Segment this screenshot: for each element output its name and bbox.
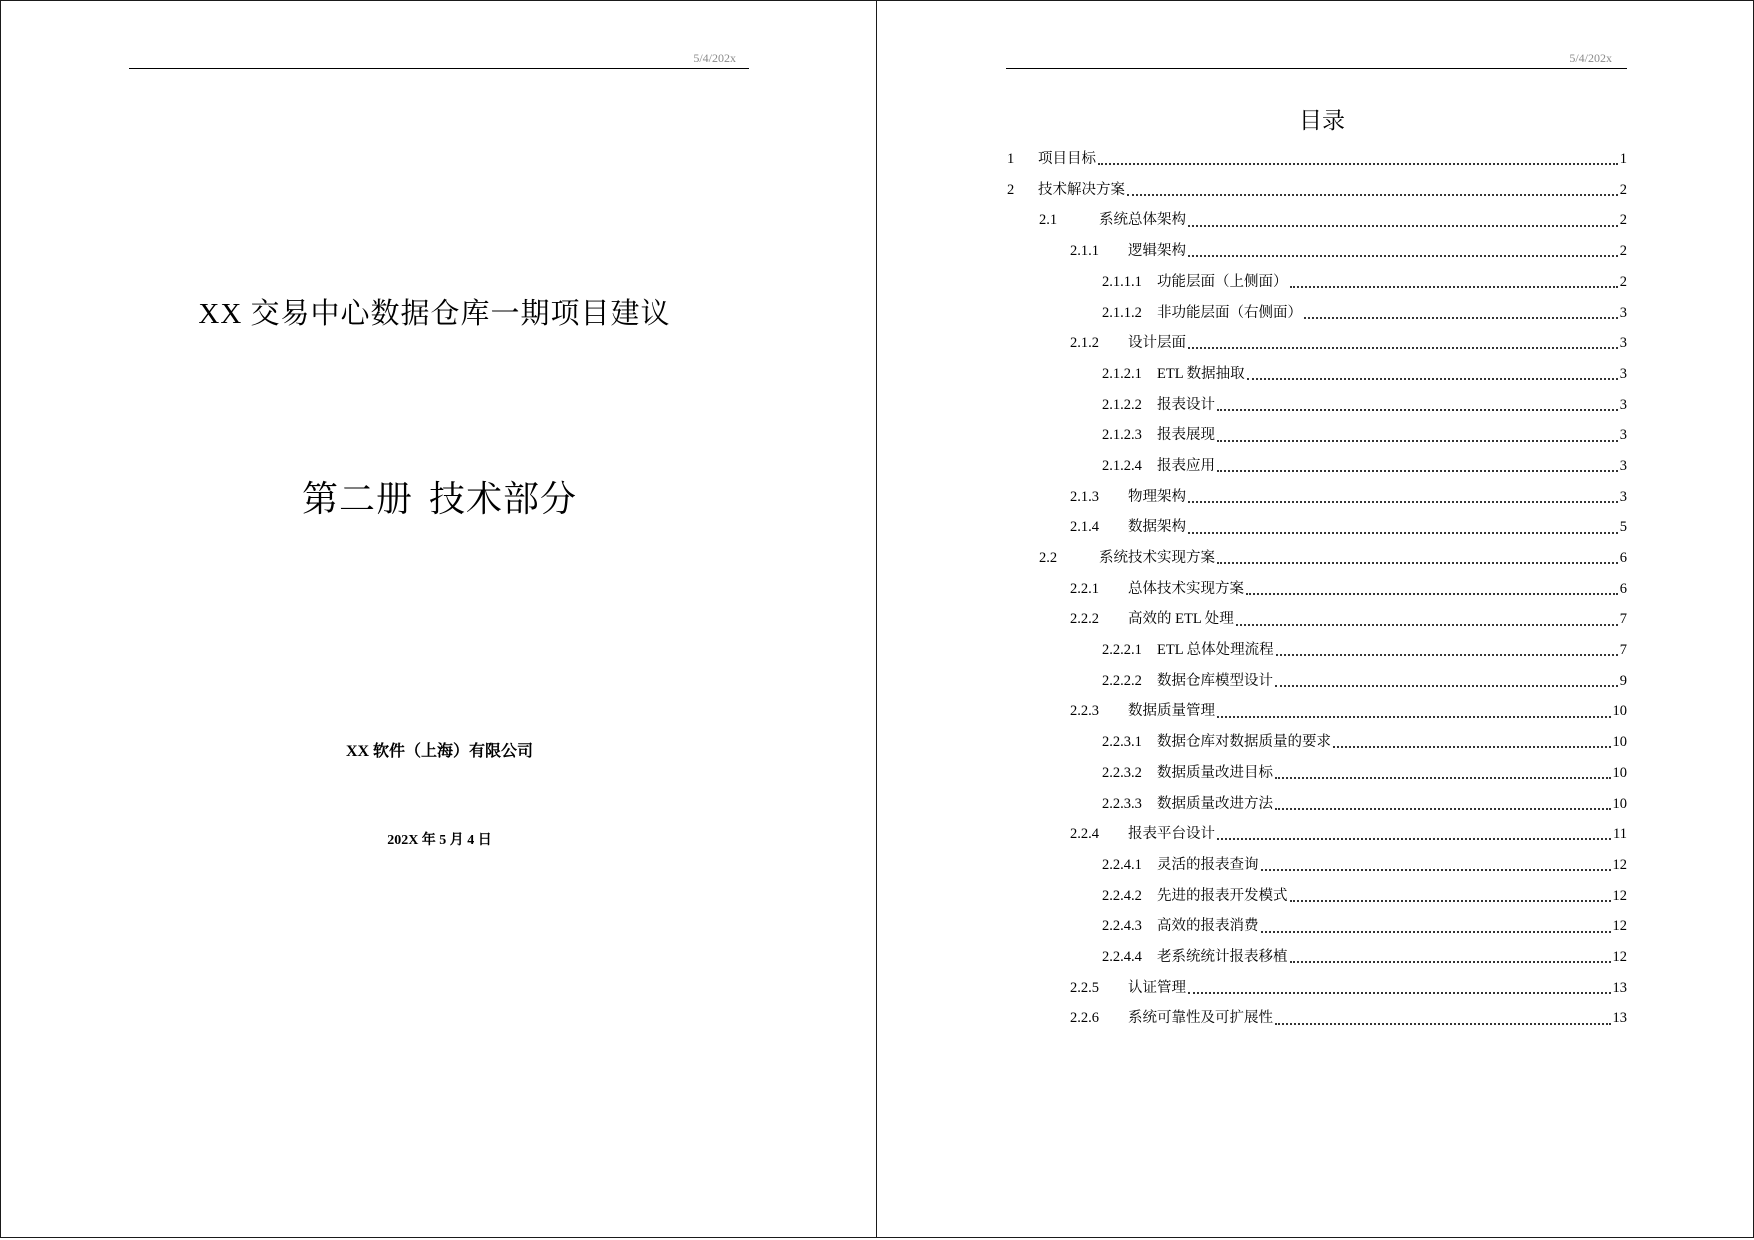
- toc-entry-number: 2.1.1.1: [1102, 273, 1142, 290]
- toc-dot-leader: [1217, 440, 1618, 442]
- toc-entry-title: 报表设计: [1157, 396, 1215, 413]
- header-rule: [129, 68, 749, 69]
- toc-dot-leader: [1261, 869, 1611, 871]
- toc-dot-leader: [1246, 593, 1618, 595]
- toc-entry-title: 灵活的报表查询: [1157, 856, 1259, 873]
- toc-entry[interactable]: [1007, 942, 1627, 973]
- toc-dot-leader: [1290, 900, 1611, 902]
- toc-entry[interactable]: [1007, 267, 1627, 298]
- toc-entry-title: 报表平台设计: [1128, 826, 1215, 843]
- toc-entry-number: 2.2.5: [1070, 979, 1099, 996]
- toc-entry-title: 设计层面: [1128, 335, 1186, 352]
- toc-entry-page: 7: [1619, 642, 1627, 659]
- toc-entry-page: 6: [1619, 580, 1627, 597]
- document-title: XX 交易中心数据仓库一期项目建议: [198, 298, 671, 330]
- toc-entry-page: 3: [1619, 396, 1627, 413]
- toc-dot-leader: [1127, 194, 1618, 196]
- toc-entry[interactable]: [1007, 451, 1627, 482]
- toc-entry[interactable]: [1007, 420, 1627, 451]
- toc-entry[interactable]: [1007, 574, 1627, 605]
- toc-entry-page: 10: [1612, 795, 1627, 812]
- toc-entry-title: 先进的报表开发模式: [1157, 887, 1288, 904]
- toc-entry-title: 功能层面（上侧面）: [1157, 273, 1288, 290]
- toc-entry-page: 2: [1619, 212, 1627, 229]
- toc-entry-page: 3: [1619, 335, 1627, 352]
- toc-entry-title: 物理架构: [1128, 488, 1186, 505]
- toc-entry[interactable]: [1007, 543, 1627, 574]
- toc-entry-number: 2.1.2.1: [1102, 365, 1142, 382]
- toc-dot-leader: [1276, 654, 1618, 656]
- toc-entry-page: 10: [1612, 734, 1627, 751]
- toc-entry-page: 2: [1619, 243, 1627, 260]
- toc-entry[interactable]: [1007, 236, 1627, 267]
- toc-entry-title: 逻辑架构: [1128, 243, 1186, 260]
- toc-entry-number: 2.1.1.2: [1102, 304, 1142, 321]
- toc-entry[interactable]: [1007, 666, 1627, 697]
- toc-dot-leader: [1217, 470, 1618, 472]
- toc-entry-number: 2.2.4.4: [1102, 948, 1142, 965]
- toc-entry[interactable]: [1007, 604, 1627, 635]
- toc-entry-number: 2.1.2.3: [1102, 427, 1142, 444]
- toc-entry-title: 数据架构: [1128, 519, 1186, 536]
- toc-entry-page: 6: [1619, 550, 1627, 567]
- toc-dot-leader: [1333, 746, 1611, 748]
- toc-entry-title: 项目目标: [1038, 151, 1096, 168]
- toc-entry-page: 2: [1619, 273, 1627, 290]
- cover-page: [0, 0, 877, 1238]
- toc-dot-leader: [1275, 808, 1611, 810]
- toc-dot-leader: [1261, 931, 1611, 933]
- toc-entry-page: 1: [1619, 151, 1627, 168]
- toc-entry-number: 2.2.4.2: [1102, 887, 1142, 904]
- toc-entry-number: 2.1.3: [1070, 488, 1099, 505]
- toc-entry-number: 2.2.3.2: [1102, 764, 1142, 781]
- toc-entry-number: 2.2.1: [1070, 580, 1099, 597]
- header-rule: [1006, 68, 1627, 69]
- toc-entry-title: 系统总体架构: [1099, 212, 1186, 229]
- toc-entry-number: 2.2.3.1: [1102, 734, 1142, 751]
- toc-entry[interactable]: [1007, 881, 1627, 912]
- toc-entry[interactable]: [1007, 850, 1627, 881]
- header-date: 5/4/202x: [1569, 51, 1612, 65]
- toc-entry[interactable]: [1007, 727, 1627, 758]
- toc-entry[interactable]: [1007, 144, 1627, 175]
- toc-entry-page: 11: [1613, 826, 1627, 843]
- company-name: XX 软件（上海）有限公司: [345, 743, 534, 760]
- toc-entry-title: ETL 总体处理流程: [1157, 642, 1274, 659]
- toc-entry[interactable]: [1007, 788, 1627, 819]
- toc-dot-leader: [1275, 685, 1618, 687]
- toc-entry-number: 2.1.2.2: [1102, 396, 1142, 413]
- toc-dot-leader: [1275, 1023, 1611, 1025]
- toc-entry-number: 2.2.6: [1070, 1010, 1099, 1027]
- toc-dot-leader: [1217, 716, 1611, 718]
- toc-entry-title: 数据仓库对数据质量的要求: [1157, 734, 1331, 751]
- toc-entry-number: 2: [1007, 181, 1015, 198]
- toc-entry-page: 12: [1612, 856, 1627, 873]
- volume-subtitle: 技术部分: [429, 479, 578, 519]
- toc-entry[interactable]: [1007, 359, 1627, 390]
- toc-entry-page: 12: [1612, 948, 1627, 965]
- toc-entry-title: ETL 数据抽取: [1157, 365, 1245, 382]
- toc-entry-title: 总体技术实现方案: [1128, 580, 1244, 597]
- toc-entry-page: 7: [1619, 611, 1627, 628]
- toc-entry-title: 技术解决方案: [1038, 181, 1125, 198]
- toc-entry[interactable]: [1007, 482, 1627, 513]
- toc-entry[interactable]: [1007, 1003, 1627, 1034]
- toc-entry-title: 数据质量改进目标: [1157, 764, 1273, 781]
- toc-entry[interactable]: [1007, 205, 1627, 236]
- toc-entry[interactable]: [1007, 635, 1627, 666]
- toc-entry-page: 13: [1612, 1010, 1627, 1027]
- toc-dot-leader: [1236, 624, 1618, 626]
- toc-entry-title: 数据质量改进方法: [1157, 795, 1273, 812]
- toc-entry-title: 报表应用: [1157, 457, 1215, 474]
- toc-entry-page: 12: [1612, 918, 1627, 935]
- toc-entry-number: 2.2.4.3: [1102, 918, 1142, 935]
- toc-entry-page: 9: [1619, 672, 1627, 689]
- toc-entry-number: 2.2.4.1: [1102, 856, 1142, 873]
- toc-dot-leader: [1247, 378, 1618, 380]
- toc-entry-title: 数据仓库模型设计: [1157, 672, 1273, 689]
- toc-entry-page: 3: [1619, 457, 1627, 474]
- toc-dot-leader: [1188, 255, 1618, 257]
- toc-dot-leader: [1188, 501, 1618, 503]
- toc-entry[interactable]: [1007, 911, 1627, 942]
- toc-entry-number: 1: [1007, 151, 1015, 168]
- toc-entry-number: 2.2: [1039, 550, 1058, 567]
- toc-entry-title: 非功能层面（右侧面）: [1157, 304, 1302, 321]
- toc-entry-title: 报表展现: [1157, 427, 1215, 444]
- toc-dot-leader: [1217, 838, 1611, 840]
- toc-dot-leader: [1217, 562, 1618, 564]
- toc-entry-page: 3: [1619, 427, 1627, 444]
- header-date: 5/4/202x: [693, 51, 736, 65]
- toc-entry-title: 系统技术实现方案: [1099, 550, 1215, 567]
- toc-entry-page: 3: [1619, 365, 1627, 382]
- toc-entry-page: 13: [1612, 979, 1627, 996]
- toc-entry-number: 2.1.1: [1070, 243, 1099, 260]
- toc-dot-leader: [1188, 992, 1611, 994]
- document-date: 202X 年 5 月 4 日: [387, 833, 492, 848]
- table-of-contents: [1007, 144, 1627, 1034]
- toc-entry[interactable]: [1007, 758, 1627, 789]
- toc-dot-leader: [1275, 777, 1611, 779]
- toc-entry[interactable]: [1007, 328, 1627, 359]
- toc-entry-number: 2.1.4: [1070, 519, 1099, 536]
- toc-entry-page: 3: [1619, 304, 1627, 321]
- toc-dot-leader: [1188, 225, 1618, 227]
- toc-entry-page: 5: [1619, 519, 1627, 536]
- toc-entry-number: 2.1.2.4: [1102, 457, 1142, 474]
- toc-entry-title: 老系统统计报表移植: [1157, 948, 1288, 965]
- toc-entry-page: 3: [1619, 488, 1627, 505]
- toc-page: [876, 0, 1754, 1238]
- toc-entry-number: 2.1: [1039, 212, 1058, 229]
- toc-dot-leader: [1098, 163, 1618, 165]
- toc-entry-number: 2.2.2.2: [1102, 672, 1142, 689]
- toc-entry-title: 高效的 ETL 处理: [1128, 611, 1234, 628]
- toc-entry[interactable]: [1007, 175, 1627, 206]
- toc-entry[interactable]: [1007, 390, 1627, 421]
- toc-entry-number: 2.2.3.3: [1102, 795, 1142, 812]
- toc-entry-title: 数据质量管理: [1128, 703, 1215, 720]
- volume-title: [1, 471, 878, 522]
- toc-dot-leader: [1290, 286, 1618, 288]
- toc-entry-number: 2.2.2.1: [1102, 642, 1142, 659]
- toc-heading: 目录: [1299, 108, 1345, 133]
- toc-dot-leader: [1290, 961, 1611, 963]
- toc-entry-page: 2: [1619, 181, 1627, 198]
- toc-entry-page: 10: [1612, 703, 1627, 720]
- toc-dot-leader: [1188, 347, 1618, 349]
- toc-entry-title: 认证管理: [1128, 979, 1186, 996]
- toc-entry[interactable]: [1007, 696, 1627, 727]
- toc-entry-number: 2.1.2: [1070, 335, 1099, 352]
- toc-entry-page: 10: [1612, 764, 1627, 781]
- toc-entry-title: 系统可靠性及可扩展性: [1128, 1010, 1273, 1027]
- toc-entry[interactable]: [1007, 973, 1627, 1004]
- toc-entry-title: 高效的报表消费: [1157, 918, 1259, 935]
- toc-dot-leader: [1188, 532, 1618, 534]
- volume-number: 第二册: [301, 479, 413, 519]
- toc-entry-number: 2.2.4: [1070, 826, 1099, 843]
- toc-dot-leader: [1217, 409, 1618, 411]
- toc-entry[interactable]: [1007, 512, 1627, 543]
- toc-entry-page: 12: [1612, 887, 1627, 904]
- toc-entry[interactable]: [1007, 297, 1627, 328]
- toc-entry-number: 2.2.3: [1070, 703, 1099, 720]
- toc-dot-leader: [1304, 317, 1618, 319]
- toc-entry-number: 2.2.2: [1070, 611, 1099, 628]
- toc-entry[interactable]: [1007, 819, 1627, 850]
